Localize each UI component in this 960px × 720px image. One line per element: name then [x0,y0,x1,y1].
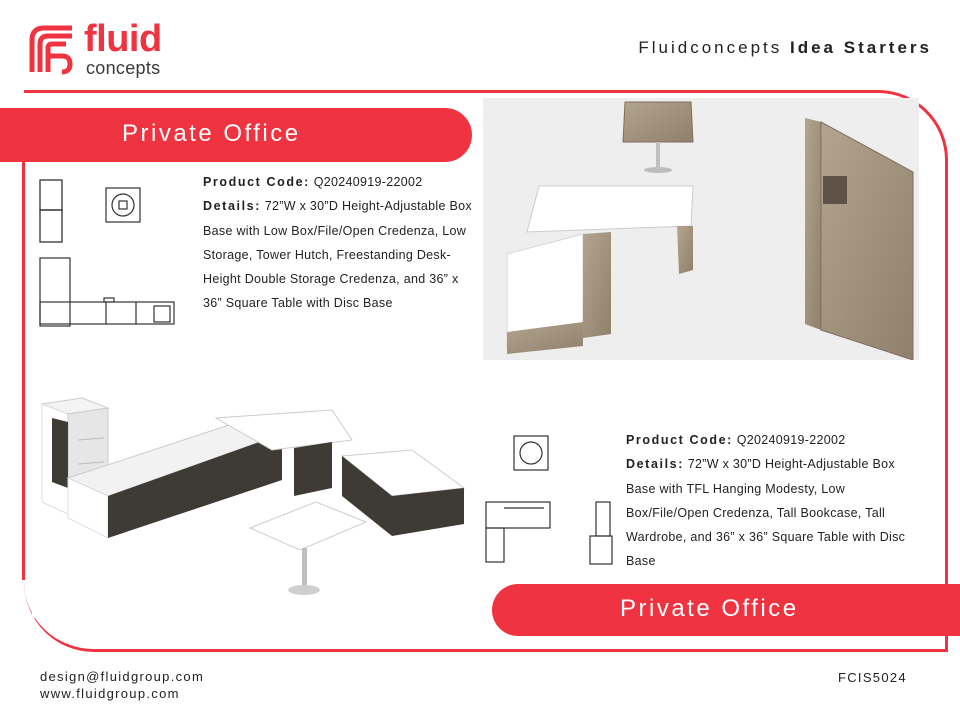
logo-mark-icon [26,24,78,76]
brand-word-fluid: fluid [84,18,162,60]
code-value: Q20240919-22002 [736,433,846,447]
square-table-plan-icon [514,436,548,470]
footer-website[interactable]: www.fluidgroup.com [40,686,180,701]
render-image-bottom [32,378,472,618]
tower-plan-icon [40,180,62,242]
details-label: Details: [203,199,261,214]
code-label: Product Code: [626,433,733,447]
brand-logo [26,20,186,78]
footer-email[interactable]: design@fluidgroup.com [40,669,205,684]
footer-doc-code: FCIS5024 [838,670,907,685]
title-bold: Idea Starters [790,38,932,57]
plan-drawing-bottom [484,432,624,572]
code-label: Product Code: [203,175,310,189]
product-details-top [203,170,475,316]
details-value: 72”W x 30”D Height-Adjustable Box Base with Low Box/File/Open Credenza, Low Storage, Tower Hutch, Freestanding Desk-Height Double Storage Credenza, and 36” x 36” Square Table with Disc Base [203,199,472,311]
band-bottom-label: Private Office [620,595,799,622]
desk-plan-icon [486,502,550,562]
desk-plan-icon [40,258,174,326]
square-table-plan-icon [106,188,140,222]
red-frame-left-edge [22,160,25,580]
title-regular: Fluidconcepts [638,38,783,57]
band-top-label: Private Office [122,120,301,147]
section-band-top [0,108,472,162]
section-band-bottom [492,584,960,636]
footer-contact [40,668,204,702]
wardrobe-plan-icon [590,502,612,564]
code-value: Q20240919-22002 [313,175,423,189]
product-details-bottom [626,428,926,574]
details-value: 72”W x 30”D Height-Adjustable Box Base with TFL Hanging Modesty, Low Box/File/Open Credenza, Tall Bookcase, Tall Wardrobe, and 36” x 36” Square Table with Disc Base [626,457,906,569]
plan-drawing-top [36,176,186,336]
render-image-top [483,98,919,360]
page-title [638,38,932,58]
brand-word-concepts: concepts [86,58,161,78]
details-label: Details: [626,457,684,472]
